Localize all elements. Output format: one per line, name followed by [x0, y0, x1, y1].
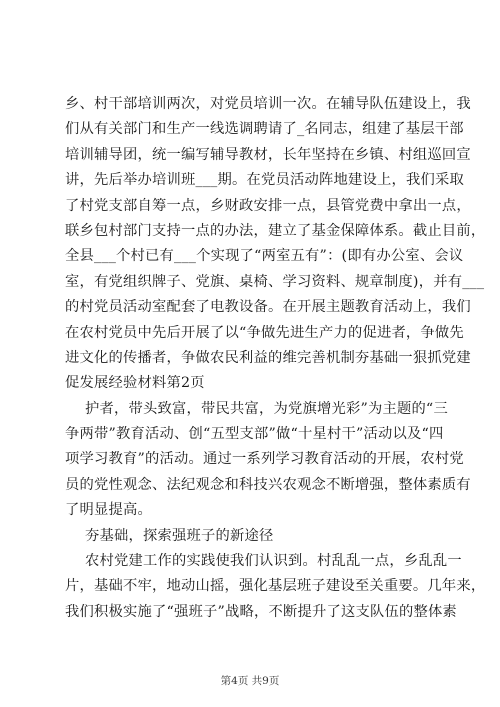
text-line: 进文化的传播者，争做农民利益的维完善机制夯基础一狠抓党建	[65, 349, 471, 366]
text-line: 了村党支部自筹一点，乡财政安排一点，县管党费中拿出一点，	[65, 197, 471, 214]
text-line: 的村党员活动室配套了电教设备。在开展主题教育活动上，我们	[65, 299, 471, 316]
text-line: 了明显提高。	[65, 502, 152, 519]
text-line: 讲，先后举办培训班___期。在党员活动阵地建设上，我们采取	[65, 172, 464, 189]
text-line: 促发展经验材料第2页	[65, 375, 205, 392]
text-line: 乡、村干部培训两次，对党员培训一次。在辅导队伍建设上，我	[65, 96, 471, 112]
text-line: 联乡包村部门支持一点的办法，建立了基金保障体系。截止目前，	[65, 222, 486, 239]
text-line: 我们积极实施了“强班子”战略，不断提升了这支队伍的整体素	[65, 603, 457, 620]
text-line: 室，有党组织牌子、党旗、桌椅、学习资料、规章制度)，并有___	[65, 273, 485, 290]
text-line: 农村党建工作的实践使我们认识到。村乱乱一点，乡乱乱一	[85, 553, 462, 570]
document-body	[65, 92, 486, 625]
text-line: 培训辅导团，统一编写辅导教材，长年坚持在乡镇、村组巡回宣	[65, 146, 471, 163]
text-line: 全县___个村已有___个实现了“两室五有”：(即有办公室、会议	[65, 248, 464, 265]
text-line: 在农村党员中先后开展了以“争做先进生产力的促进者，争做先	[65, 324, 464, 341]
text-line: 争两带”教育活动、创“五型支部”做“十星村干”活动以及“四	[65, 426, 444, 443]
text-line: 们从有关部门和生产一线选调聘请了_名同志，组建了基层干部	[65, 121, 464, 138]
text-line: 员的党性观念、法纪观念和科技兴农观念不断增强，整体素质有	[65, 476, 471, 493]
text-line: 片，基础不牢，地动山摇，强化基层班子建设至关重要。几年来，	[65, 578, 486, 595]
text-line: 护者，带头致富，带民共富，为党旗增光彩”为主题的“三	[85, 400, 448, 417]
text-line: 项学习教育”的活动。通过一系列学习教育活动的开展，农村党	[65, 451, 464, 468]
page-number-footer: 第4页 共9页	[220, 675, 280, 687]
section-heading: 夯基础，探索强班子的新途径	[85, 527, 274, 544]
